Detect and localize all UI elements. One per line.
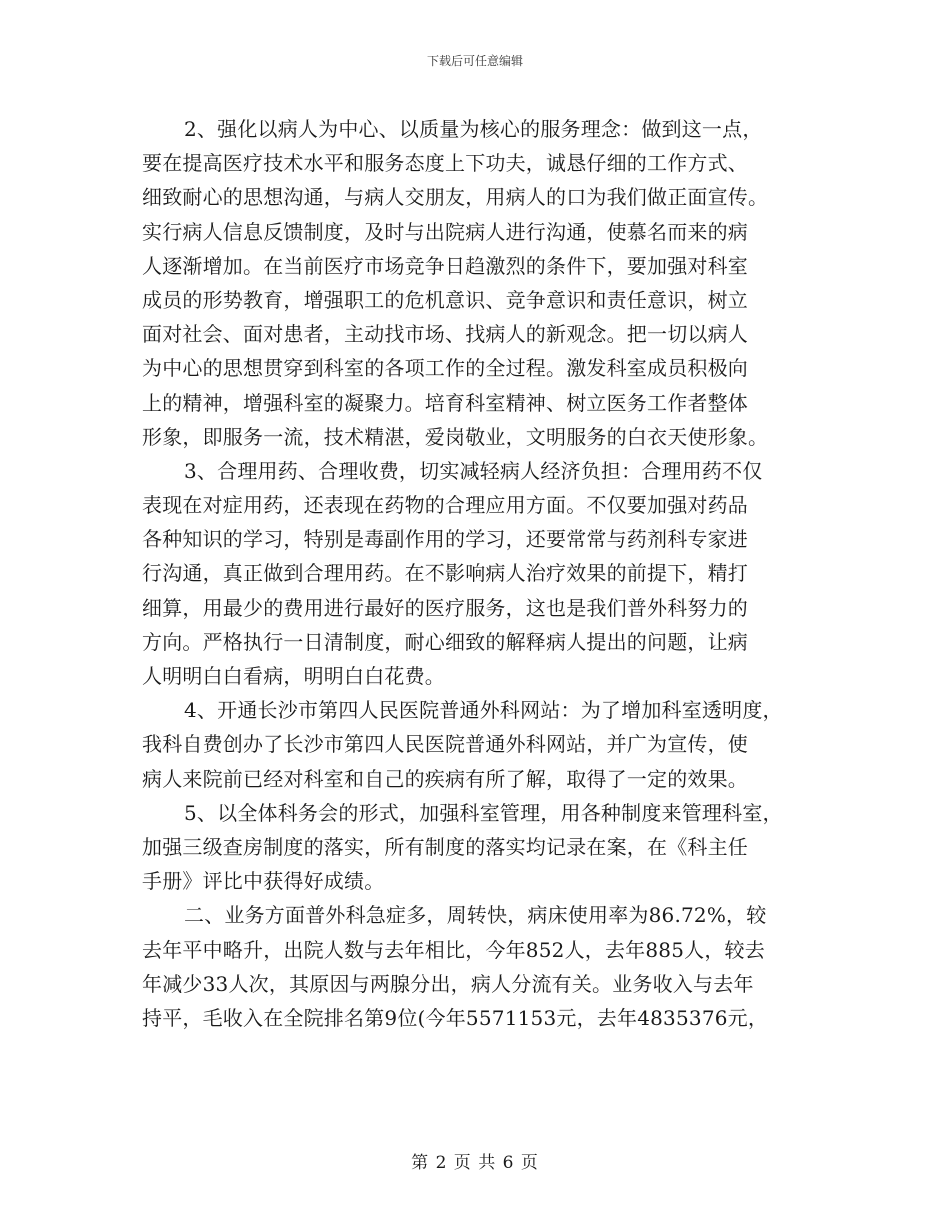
text-line: 5、以全体科务会的形式，加强科室管理，用各种制度来管理科室， bbox=[184, 800, 783, 825]
document-body bbox=[142, 112, 822, 1035]
text-line: 2、强化以病人为中心、以质量为核心的服务理念：做到这一点， bbox=[184, 117, 763, 141]
text-line: 人明明白白看病，明明白白花费。 bbox=[142, 664, 445, 688]
text-line: 病人来院前已经对科室和自己的疾病有所了解，取得了一定的效果。 bbox=[142, 766, 748, 791]
page-header: 下载后可任意编辑 bbox=[426, 54, 523, 68]
text-line: 成员的形势教育，增强职工的危机意识、竞争意识和责任意识，树立 bbox=[142, 287, 748, 312]
text-line: 要在提高医疗技术水平和服务态度上下功夫，诚恳仔细的工作方式、 bbox=[142, 151, 748, 176]
text-line: 年减少33人次，其原因与两腺分出，病人分流有关。业务收入与去年 bbox=[142, 971, 754, 996]
text-line: 形象，即服务一流，技术精湛，爱岗敬业，文明服务的白衣天使形象。 bbox=[142, 424, 769, 449]
text-line: 持平，毛收入在全院排名第9位(今年5571153元，去年4835376元， bbox=[142, 1005, 769, 1030]
text-line: 3、合理用药、合理收费，切实减轻病人经济负担：合理用药不仅 bbox=[184, 458, 763, 483]
text-line: 我科自费创办了长沙市第四人民医院普通外科网站，并广为宣传，使 bbox=[142, 732, 748, 757]
text-line: 面对社会、面对患者，主动找市场、找病人的新观念。把一切以病人 bbox=[142, 322, 748, 347]
text-line: 二、业务方面普外科急症多，周转快，病床使用率为86.72%，较 bbox=[184, 903, 767, 928]
text-line: 细算，用最少的费用进行最好的医疗服务，这也是我们普外科努力的 bbox=[142, 595, 748, 620]
text-line: 去年平中略升，出院人数与去年相比，今年852人，去年885人，较去 bbox=[142, 937, 765, 962]
text-line: 实行病人信息反馈制度，及时与出院病人进行沟通，使慕名而来的病 bbox=[142, 219, 748, 244]
text-line: 4、开通长沙市第四人民医院普通外科网站：为了增加科室透明度， bbox=[184, 698, 783, 723]
text-line: 各种知识的学习，特别是毒副作用的学习，还要常常与药剂科专家进 bbox=[142, 527, 748, 552]
text-line: 上的精神，增强科室的凝聚力。培育科室精神、树立医务工作者整体 bbox=[142, 390, 748, 415]
page-footer: 第 2 页 共 6 页 bbox=[411, 1153, 539, 1173]
text-line: 行沟通，真正做到合理用药。在不影响病人治疗效果的前提下，精打 bbox=[142, 561, 748, 586]
text-line: 人逐渐增加。在当前医疗市场竞争日趋激烈的条件下，要加强对科室 bbox=[142, 253, 748, 278]
text-line: 细致耐心的思想沟通，与病人交朋友，用病人的口为我们做正面宣传。 bbox=[142, 185, 769, 210]
text-line: 表现在对症用药，还表现在药物的合理应用方面。不仅要加强对药品 bbox=[142, 493, 748, 518]
text-line: 方向。严格执行一日清制度，耐心细致的解释病人提出的问题，让病 bbox=[142, 629, 748, 654]
text-line: 加强三级查房制度的落实，所有制度的落实均记录在案，在《科主任 bbox=[142, 834, 748, 859]
text-line: 为中心的思想贯穿到科室的各项工作的全过程。激发科室成员积极向 bbox=[142, 356, 748, 381]
text-line: 手册》评比中获得好成绩。 bbox=[142, 869, 385, 894]
